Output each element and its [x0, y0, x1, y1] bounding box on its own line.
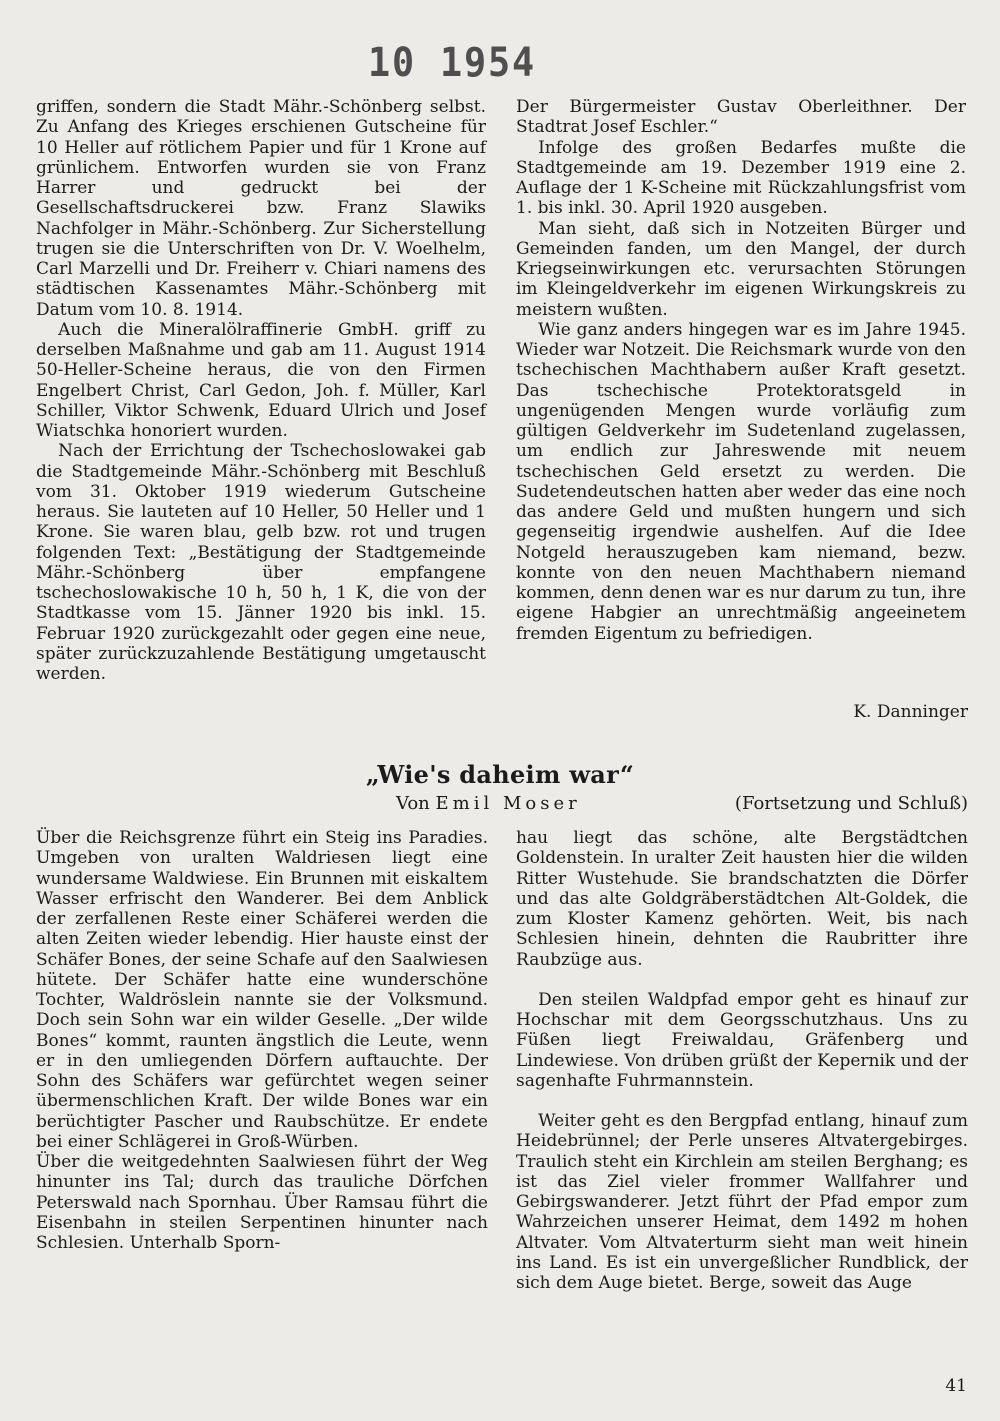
paragraph: Man sieht, daß sich in Notzeiten Bürger und Gemeinden fanden, um den Mangel, der durch Kriegseinwirkungen etc. verursachten Störungen im Kleingeldverkehr im eigenen Wirkungskreis zu meistern wußten. [516, 218, 966, 320]
paragraph: Infolge des großen Bedarfes mußte die Stadtgemeinde am 19. Dezember 1919 eine 2. Auflage der 1 K-Scheine mit Rückzahlungsfrist vom 1. bis inkl. 30. April 1920 ausgeben. [516, 137, 966, 219]
byline [396, 793, 581, 814]
continuation-note: (Fortsetzung und Schluß) [734, 793, 968, 814]
archive-stamp: 10 1954 [368, 40, 536, 86]
article-title: „Wie's daheim war“ [365, 760, 635, 789]
paragraph: Über die Reichsgrenze führt ein Steig ins Paradies. Umgeben von uralten Waldriesen liegt eine wundersame Waldwiese. Ein Brunnen mit eiskaltem Wasser erfrischt den Wanderer. Bei dem Anblick der zerfallenen Reste einer Schäferei werden die alten Zeiten wieder lebendig. Hier hauste einst der Schäfer Bones, der seine Schafe auf den Saalwiesen hütete. Der Schäfer hatte eine wunderschöne Tochter, Waldröslein nannte sie der Volksmund. Doch sein Sohn war ein wilder Geselle. „Der wilde Bones“ kommt, raunten ängstlich die Leute, wenn er in den umliegenden Dörfern auftauchte. Der Sohn des Schäfers war gefürchtet wegen seiner übermenschlichen Kraft. Der wilde Bones war ein berüchtigter Pascher und Raubschütze. Er endete bei einer Schlägerei in Groß-Würben. [36, 828, 488, 1152]
article2-left-column [36, 828, 488, 1253]
paragraph: Der Bürgermeister Gustav Oberleithner. Der Stadtrat Josef Eschler.“ [516, 97, 966, 138]
paragraph: Über die weitgedehnten Saalwiesen führt der Weg hinunter ins Tal; durch das trauliche Dörfchen Peterswald nach Spornhau. Über Ramsau führt die Eisenbahn in steilen Serpentinen hinunter nach Schlesien. Unterhalb Sporn- [36, 1152, 488, 1253]
article1-right-column [516, 97, 966, 644]
paragraph: hau liegt das schöne, alte Bergstädtchen Goldenstein. In uralter Zeit hausten hier die wilden Ritter Wustehude. Sie brandschatzten die Dörfer und das alte Goldgräberstädtchen Alt-Goldek, die zum Kloster Kamenz gehörten. Weit, bis nach Schlesien hinein, dehnten die Raubritter ihre Raubzüge aus. [516, 828, 968, 970]
paragraph: Weiter geht es den Bergpfad entlang, hinauf zum Heidebrünnel; der Perle unseres Altvatergebirges. Traulich steht ein Kirchlein am steilen Berghang; es ist das Ziel vieler frommer Wallfahrer und Gebirgswanderer. Jetzt führt der Pfad empor zum Wahrzeichen unserer Heimat, dem 1492 m hohen Altvater. Vom Altvaterturm sieht man weit hinein ins Land. Es ist ein unvergeßlicher Rundblick, der sich dem Auge bietet. Berge, soweit das Auge [516, 1111, 968, 1293]
paragraph: Den steilen Waldpfad empor geht es hinauf zur Hochschar mit dem Georgsschutzhaus. Uns zu Füßen liegt Freiwaldau, Gräfenberg und Lindewiese. Von drüben grüßt der Kepernik und der sagenhafte Fuhrmannstein. [516, 989, 968, 1091]
paragraph: Nach der Errichtung der Tschechoslowakei gab die Stadtgemeinde Mähr.-Schönberg mit Beschluß vom 31. Oktober 1919 wiederum Gutscheine heraus. Sie lauteten auf 10 Heller, 50 Heller und 1 Krone. Sie waren blau, gelb bzw. rot und trugen folgenden Text: „Bestätigung der Stadtgemeinde Mähr.-Schönberg über empfangene tschechoslowakische 10 h, 50 h, 1 K, die von der Stadtkasse vom 15. Jänner 1920 bis inkl. 15. Februar 1920 zurückgezahlt oder gegen eine neue, später zurückzuzahlende Bestätigung umgetauscht werden. [36, 441, 486, 684]
byline-prefix: Von [396, 793, 430, 814]
paragraph: Wie ganz anders hingegen war es im Jahre 1945. Wieder war Notzeit. Die Reichsmark wurde von den tschechischen Machthabern außer Kraft gesetzt. Das tschechische Protektoratsgeld in ungenügenden Mengen wurde vorläufig zum gültigen Geldverkehr im Sudetenland zugelassen, um endlich zur Jahreswende mit neuem tschechischen Geld ersetzt zu werden. Die Sudetendeutschen hatten aber weder das eine noch das andere Geld und mußten hungern und sich gegenseitig irgendwie aushelfen. Auf die Idee Notgeld herauszugeben kam niemand, bezw. konnte von den neuen Machthabern niemand kommen, denn denen war es nur darum zu tun, ihre eigene Habgier an unrechtmäßig angeeinetem fremden Eigentum zu befriedigen. [516, 319, 967, 644]
author-signature: K. Danninger [853, 702, 968, 722]
article1-left-column [36, 97, 486, 684]
page-number: 41 [945, 1376, 967, 1396]
author-name: Emil Moser [435, 793, 581, 814]
paragraph: Auch die Mineralölraffinerie GmbH. griff zu derselben Maßnahme und gab am 11. August 1914 50-Heller-Scheine heraus, die von den Firmen Engelbert Christ, Carl Gedon, Joh. f. Müller, Karl Schiller, Viktor Schwenk, Eduard Ulrich und Josef Wiatschka honoriert wurden. [36, 319, 486, 441]
article2-right-column [516, 828, 968, 1293]
paragraph: griffen, sondern die Stadt Mähr.-Schönberg selbst. Zu Anfang des Krieges erschienen Gutscheine für 10 Heller auf rötlichem Papier und für 1 Krone auf grünlichem. Entworfen wurden sie von Franz Harrer und gedruckt bei der Gesellschaftsdruckerei bzw. Franz Slawiks Nachfolger in Mähr.-Schönberg. Zur Sicherstellung trugen sie die Unterschriften von Dr. V. Woelhelm, Carl Marzelli und Dr. Freiherr v. Chiari namens des städtischen Kassenamtes Mähr.-Schönberg mit Datum vom 10. 8. 1914. [36, 97, 486, 320]
